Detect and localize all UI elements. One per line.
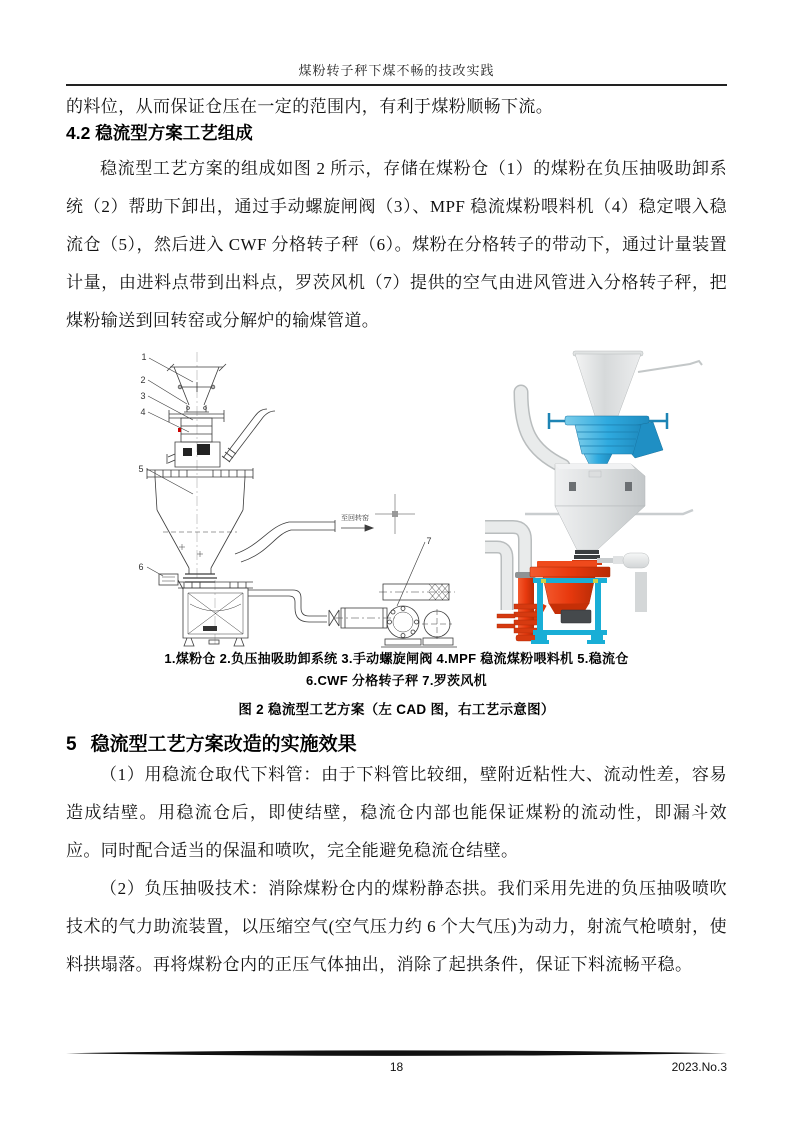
issue-number: 2023.No.3	[671, 1060, 727, 1074]
section-5-text: 稳流型工艺方案改造的实施效果	[90, 734, 357, 755]
cad-label-3: 3	[140, 391, 146, 401]
cad-label-4: 4	[140, 407, 146, 417]
cad-annotation-to-kiln: 至回转窑	[341, 515, 369, 522]
section-5-paragraph-2: （2）负压抽吸技术：消除煤粉仓内的煤粉静态拱。我们采用先进的负压抽吸喷吹技术的气力助流装置，以压缩空气(空气压力约 6 个大气压)为动力，射流气枪喷射，使料拱塌落。再将煤粉仓内的正压气体抽出，消除了起拱条件，保证下料流畅平稳。	[66, 879, 727, 974]
cad-label-2: 2	[140, 375, 146, 385]
left-pipe-lower	[485, 547, 507, 610]
rotor-scale-red	[530, 567, 610, 577]
figure-2	[0, 342, 793, 650]
mpf-feeder-blue	[575, 425, 641, 454]
page-number: 18	[389, 1060, 404, 1074]
section-5-heading	[66, 729, 357, 756]
running-header: 煤粉转子秤下煤不畅的技改实践	[298, 63, 495, 78]
drive-box	[561, 610, 591, 623]
feed-funnel	[575, 354, 641, 416]
header-rule	[66, 84, 727, 86]
section-5-number: 5	[66, 734, 77, 755]
cad-label-7: 7	[426, 536, 432, 546]
funnel-bracket	[638, 361, 702, 372]
section-5-paragraph-1: （1）用稳流仓取代下料管：由于下料管比较细，壁附近粘性大、流动性差，容易造成结壁。用稳流仓后，即使结壁，稳流仓内部也能保证煤粉的流动性，即漏斗效应。同时配合适当的保温和喷吹，完全能避免稳流仓结壁。	[66, 765, 727, 860]
cad-drawing	[83, 342, 483, 650]
cad-label-5: 5	[138, 464, 144, 474]
figure-title: 图 2 稳流型工艺方案（左 CAD 图，右工艺示意图）	[238, 702, 555, 717]
cad-label-1: 1	[141, 352, 147, 362]
figure-caption-line1: 1.煤粉仓 2.负压抽吸助卸系统 3.手动螺旋闸阀 4.MPF 稳流煤粉喂料机 5.稳流仓	[164, 651, 629, 666]
footer-rule	[66, 1049, 727, 1059]
intro-line: 的料位，从而保证仓压在一定的范围内，有利于煤粉顺畅下流。	[66, 97, 554, 116]
cad-label-6: 6	[138, 562, 144, 572]
section-4-2-heading: 4.2 稳流型方案工艺组成	[66, 123, 253, 143]
figure-caption-line2: 6.CWF 分格转子秤 7.罗茨风机	[306, 673, 487, 688]
section-4-2-paragraph: 稳流型工艺方案的组成如图 2 所示，存储在煤粉仓（1）的煤粉在负压抽吸助卸系统（2）帮助下卸出，通过手动螺旋闸阀（3）、MPF 稳流煤粉喂料机（4）稳定喂入稳流仓（5），然后进入 CWF 分格转子秤（6）。煤粉在分格转子的带动下，通过计量装置计量，由进料点带到出料点，罗茨风机（7）提供的空气由进风管进入分格转子秤，把煤粉输送到回转窑或分解炉的输煤管道。	[66, 159, 727, 330]
side-cylinder	[623, 553, 649, 568]
process-illustration	[485, 342, 725, 652]
bin-cone	[555, 506, 645, 550]
